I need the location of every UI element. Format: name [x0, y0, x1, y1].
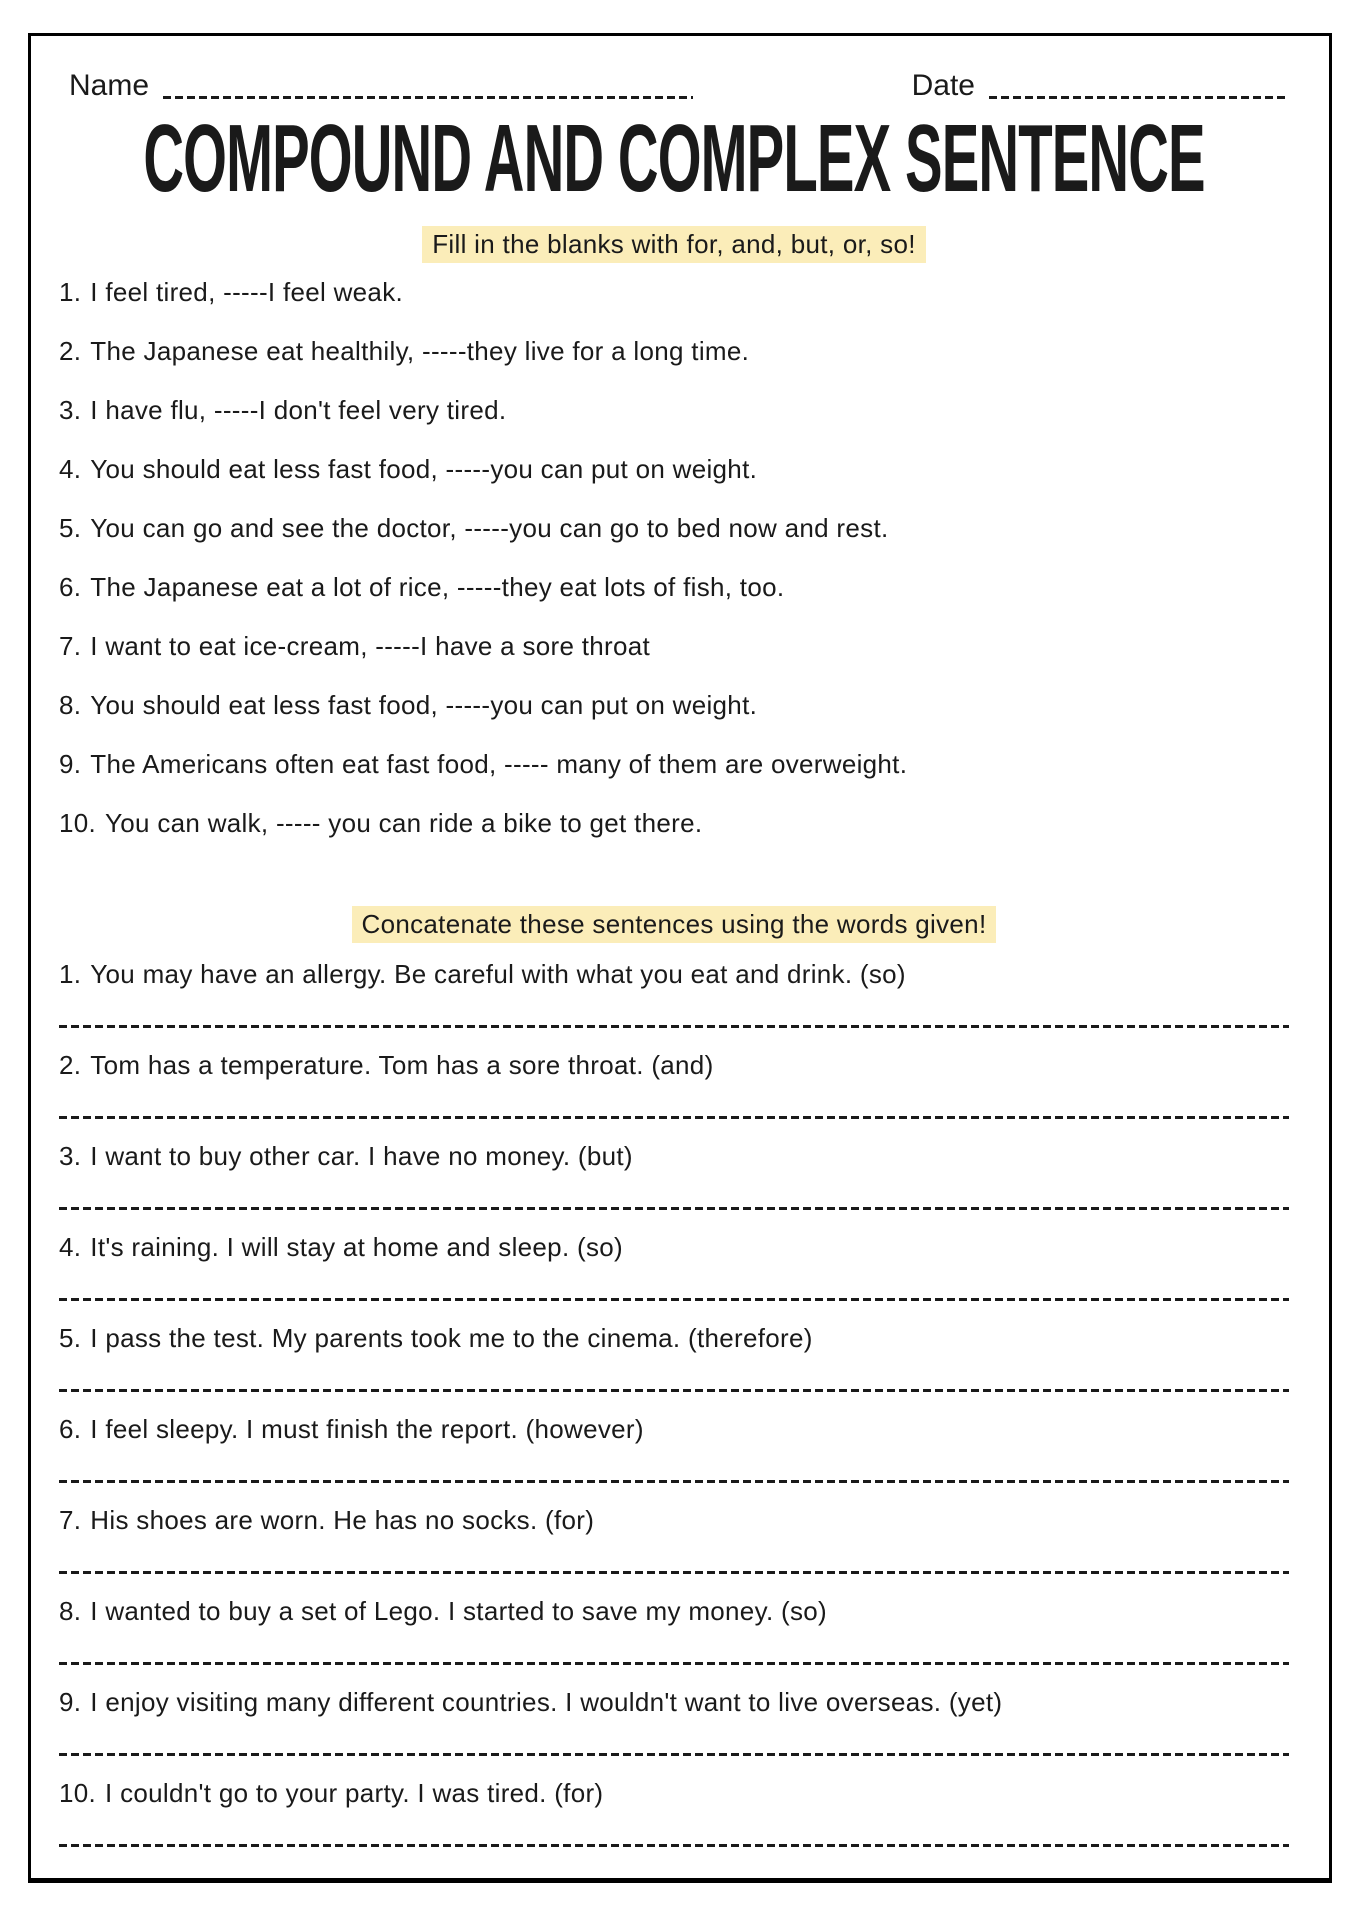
name-label: Name — [69, 69, 150, 102]
item-number: 3. — [59, 395, 82, 425]
answer-write-in-line[interactable] — [59, 1025, 1289, 1028]
fill-blank-item-8 — [59, 676, 1289, 735]
item-text: The Japanese eat healthily, -----they live for a long time. — [90, 336, 750, 366]
item-number: 1. — [59, 277, 82, 307]
section1-instruction: Fill in the blanks with for, and, but, or, so! — [422, 226, 926, 263]
fill-blank-item-4 — [59, 440, 1289, 499]
concatenate-item-4 — [59, 1229, 1289, 1301]
item-number: 10. — [59, 808, 97, 838]
item-number: 6. — [59, 1414, 82, 1444]
item-text: The Americans often eat fast food, ----- many of them are overweight. — [90, 749, 908, 779]
fill-blank-item-5 — [59, 499, 1289, 558]
answer-write-in-line[interactable] — [59, 1116, 1289, 1119]
item-number: 1. — [59, 959, 82, 989]
answer-write-in-line[interactable] — [59, 1753, 1289, 1756]
section2-instruction-wrap — [59, 906, 1289, 943]
item-text: You should eat less fast food, -----you can put on weight. — [90, 690, 758, 720]
item-number: 9. — [59, 749, 82, 779]
fill-blank-item-6 — [59, 558, 1289, 617]
item-text: I have flu, -----I don't feel very tired. — [90, 395, 507, 425]
concatenate-item-2 — [59, 1047, 1289, 1119]
item-text-row — [59, 1593, 1289, 1629]
section1-instruction-wrap — [59, 226, 1289, 263]
item-text: The Japanese eat a lot of rice, -----they eat lots of fish, too. — [90, 572, 785, 602]
section2-instruction: Concatenate these sentences using the words given! — [352, 906, 997, 943]
concatenate-item-7 — [59, 1502, 1289, 1574]
item-number: 5. — [59, 1323, 82, 1353]
item-text: I want to buy other car. I have no money. (but) — [90, 1141, 633, 1171]
answer-write-in-line[interactable] — [59, 1662, 1289, 1665]
item-text-row — [59, 1502, 1289, 1538]
title-wrap — [59, 106, 1289, 210]
item-text-row — [59, 1047, 1289, 1083]
worksheet-frame — [28, 33, 1332, 1883]
item-text: Tom has a temperature. Tom has a sore throat. (and) — [90, 1050, 714, 1080]
item-text: I want to eat ice-cream, -----I have a sore throat — [90, 631, 651, 661]
fill-blank-item-1 — [59, 263, 1289, 322]
item-number: 10. — [59, 1778, 97, 1808]
answer-write-in-line[interactable] — [59, 1844, 1289, 1847]
item-text-row — [59, 1229, 1289, 1265]
item-text-row — [59, 956, 1289, 992]
item-number: 7. — [59, 631, 82, 661]
item-number: 2. — [59, 336, 82, 366]
item-number: 8. — [59, 1596, 82, 1626]
item-number: 4. — [59, 1232, 82, 1262]
item-text: It's raining. I will stay at home and sleep. (so) — [90, 1232, 623, 1262]
item-text: You should eat less fast food, -----you can put on weight. — [90, 454, 758, 484]
fill-blank-item-3 — [59, 381, 1289, 440]
page-title: COMPOUND AND COMPLEX SENTENCE — [143, 104, 1205, 212]
date-label: Date — [911, 69, 975, 102]
fill-blank-item-9 — [59, 735, 1289, 794]
item-number: 8. — [59, 690, 82, 720]
answer-write-in-line[interactable] — [59, 1389, 1289, 1392]
fill-blank-item-2 — [59, 322, 1289, 381]
item-text: I feel tired, -----I feel weak. — [90, 277, 404, 307]
date-write-in-line[interactable] — [989, 96, 1289, 99]
concatenate-item-5 — [59, 1320, 1289, 1392]
item-text: You may have an allergy. Be careful with what you eat and drink. (so) — [90, 959, 906, 989]
item-number: 4. — [59, 454, 82, 484]
concatenate-item-6 — [59, 1411, 1289, 1483]
item-text: I enjoy visiting many different countries. I wouldn't want to live overseas. (yet) — [90, 1687, 1003, 1717]
item-number: 6. — [59, 572, 82, 602]
item-text: I pass the test. My parents took me to the cinema. (therefore) — [90, 1323, 813, 1353]
item-text-row — [59, 1320, 1289, 1356]
concatenate-item-8 — [59, 1593, 1289, 1665]
concatenate-item-1 — [59, 956, 1289, 1028]
item-text: You can go and see the doctor, -----you can go to bed now and rest. — [90, 513, 889, 543]
concatenate-item-3 — [59, 1138, 1289, 1210]
item-number: 5. — [59, 513, 82, 543]
item-number: 2. — [59, 1050, 82, 1080]
item-number: 9. — [59, 1687, 82, 1717]
item-text-row — [59, 1684, 1289, 1720]
concatenate-item-10 — [59, 1775, 1289, 1847]
item-text-row — [59, 1411, 1289, 1447]
item-text-row — [59, 1138, 1289, 1174]
fill-blank-item-10 — [59, 794, 1289, 853]
item-text: His shoes are worn. He has no socks. (for) — [90, 1505, 595, 1535]
concatenate-item-9 — [59, 1684, 1289, 1756]
item-text: I wanted to buy a set of Lego. I started to save my money. (so) — [90, 1596, 827, 1626]
item-text: I couldn't go to your party. I was tired. (for) — [105, 1778, 604, 1808]
concatenate-list — [59, 956, 1289, 1847]
item-number: 3. — [59, 1141, 82, 1171]
item-text: I feel sleepy. I must finish the report. (however) — [90, 1414, 644, 1444]
fill-blank-list — [59, 263, 1289, 853]
item-text-row — [59, 1775, 1289, 1811]
answer-write-in-line[interactable] — [59, 1571, 1289, 1574]
answer-write-in-line[interactable] — [59, 1298, 1289, 1301]
item-text: You can walk, ----- you can ride a bike to get there. — [105, 808, 703, 838]
answer-write-in-line[interactable] — [59, 1207, 1289, 1210]
fill-blank-item-7 — [59, 617, 1289, 676]
name-date-row — [59, 66, 1289, 106]
item-number: 7. — [59, 1505, 82, 1535]
answer-write-in-line[interactable] — [59, 1480, 1289, 1483]
name-write-in-line[interactable] — [163, 96, 693, 99]
